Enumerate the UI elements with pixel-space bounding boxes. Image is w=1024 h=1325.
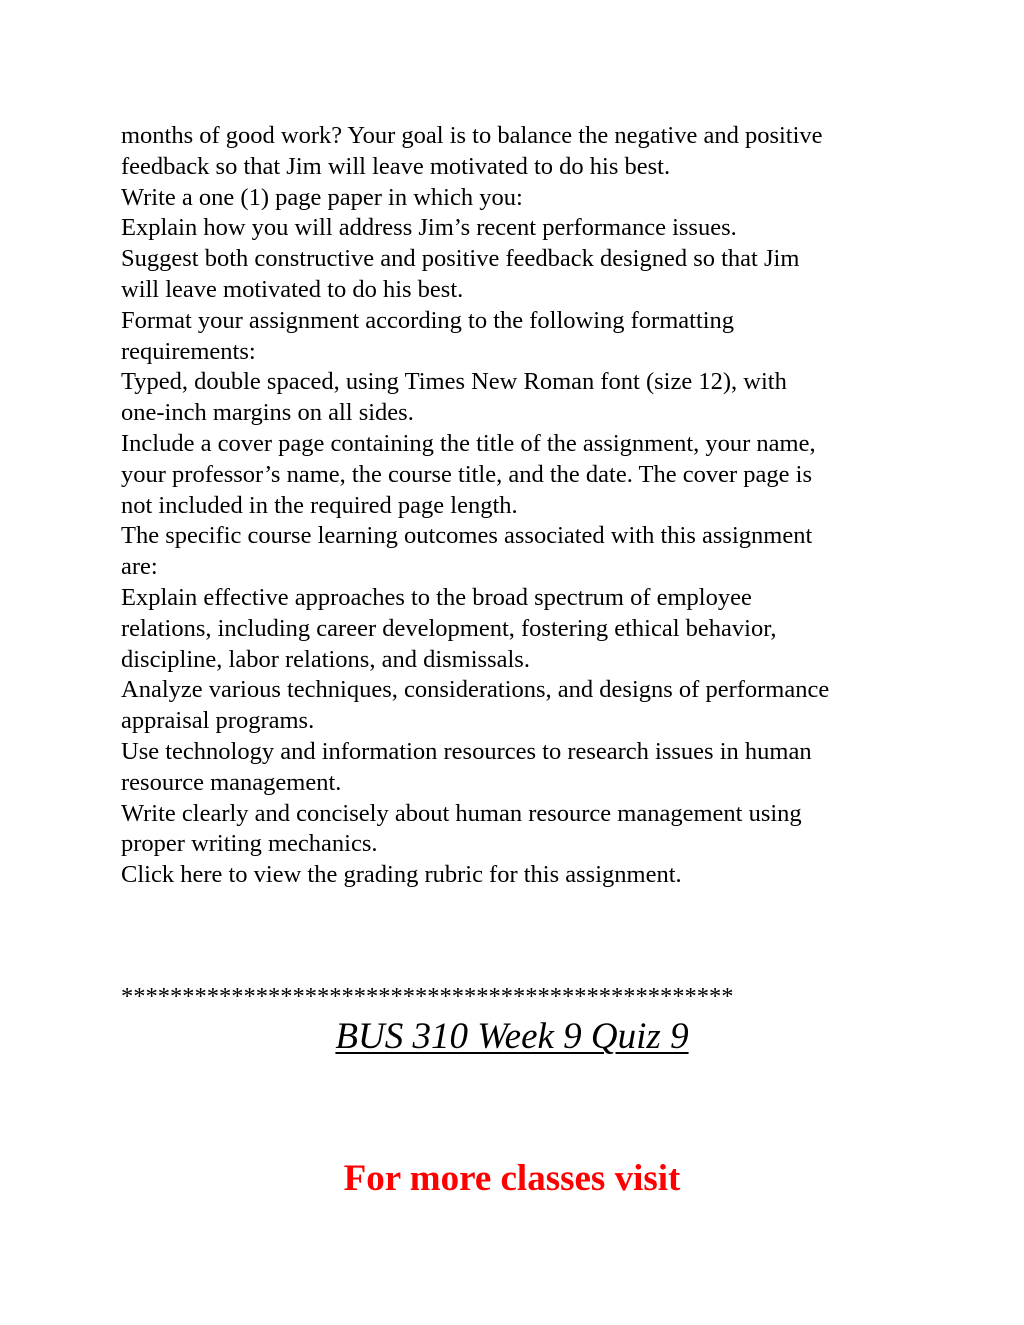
- grading-rubric-line: Click here to view the grading rubric for this assignment.: [121, 861, 682, 889]
- body-line: requirements:: [121, 337, 256, 365]
- body-line: Format your assignment according to the following formatting: [121, 306, 735, 334]
- body-line: Typed, double spaced, using Times New Roman font (size 12), with: [121, 368, 787, 396]
- body-line: relations, including career development, fostering ethical behavior,: [121, 614, 777, 642]
- body-line: Explain how you will address Jim’s recent performance issues.: [121, 214, 737, 242]
- assignment-body-text: [121, 121, 911, 891]
- body-line: Analyze various techniques, considerations, and designs of performance: [121, 676, 830, 704]
- body-line: appraisal programs.: [121, 707, 315, 735]
- body-line: your professor’s name, the course title, and the date. The cover page is: [121, 460, 812, 488]
- body-line: are:: [121, 553, 158, 581]
- body-line: Write clearly and concisely about human resource management using: [121, 799, 802, 827]
- body-line: not included in the required page length.: [121, 491, 518, 519]
- asterisk-separator: **************************************************: [121, 983, 734, 1010]
- body-line: resource management.: [121, 768, 342, 796]
- more-classes-heading: For more classes visit: [343, 1158, 681, 1199]
- body-line: one-inch margins on all sides.: [121, 399, 414, 427]
- body-line: Suggest both constructive and positive feedback designed so that Jim: [121, 245, 800, 273]
- body-line: Explain effective approaches to the broad spectrum of employee: [121, 583, 752, 611]
- body-line: proper writing mechanics.: [121, 830, 378, 858]
- body-line: Write a one (1) page paper in which you:: [121, 183, 523, 211]
- body-line: feedback so that Jim will leave motivated to do his best.: [121, 152, 671, 180]
- body-line: months of good work? Your goal is to balance the negative and positive: [121, 122, 823, 149]
- body-line: Include a cover page containing the title of the assignment, your name,: [121, 429, 816, 457]
- body-line: discipline, labor relations, and dismissals.: [121, 645, 530, 673]
- body-line: will leave motivated to do his best.: [121, 275, 464, 303]
- quiz-title-heading: BUS 310 Week 9 Quiz 9: [335, 1016, 689, 1057]
- body-line: The specific course learning outcomes associated with this assignment: [121, 522, 813, 550]
- body-line: Use technology and information resources to research issues in human: [121, 737, 812, 765]
